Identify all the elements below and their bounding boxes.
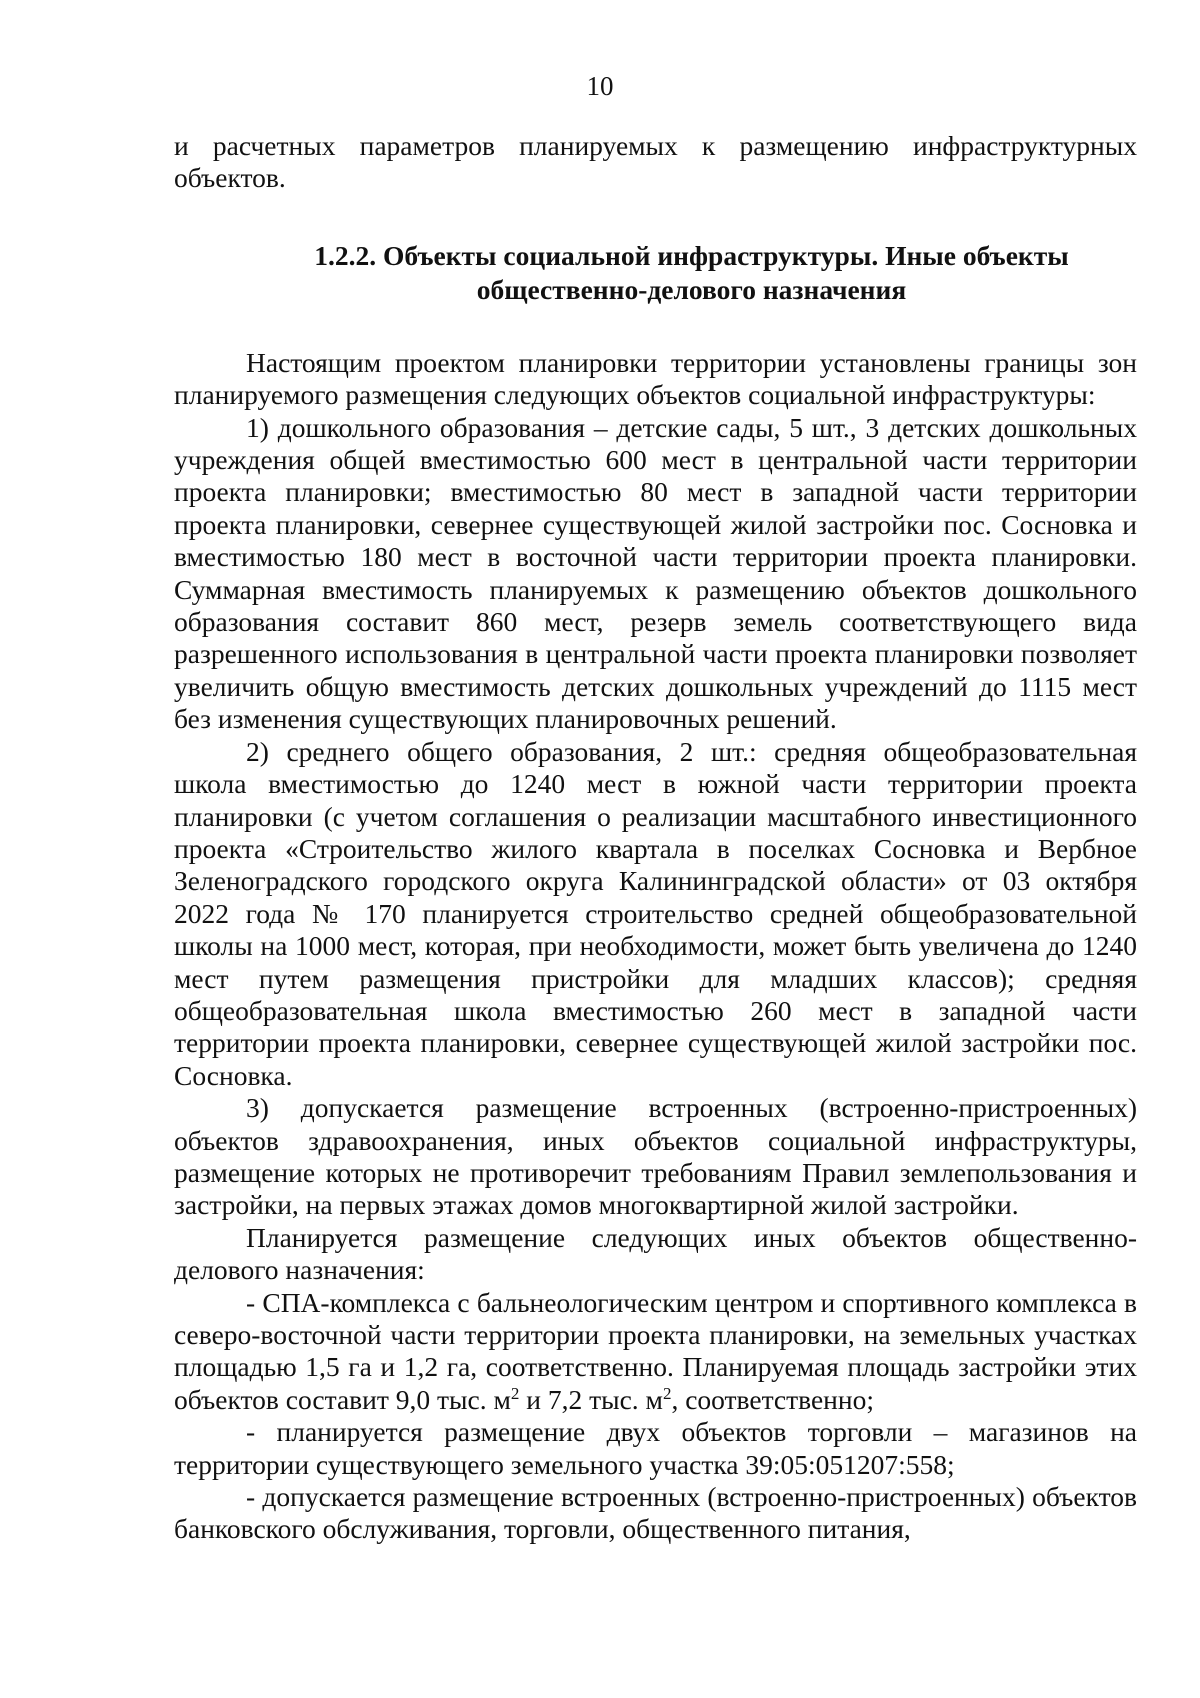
- paragraph-trade-objects: - планируется размещение двух объектов торговли – магазинов на территории существующего земельного участка 39:05:051207:558;: [174, 1416, 1137, 1480]
- spa-text-1: - СПА-комплекса с бальнеологическим центром и спортивного комплекса в северо-восточной части территории проекта планировки, на земельных участках площадью 1,5 га и 1,2 га, соответственно. Планируемая площадь застройки этих объектов составит 9,0 тыс. м: [174, 1286, 1137, 1415]
- intro-continuation: и расчетных параметров планируемых к размещению инфраструктурных объектов.: [174, 130, 1137, 194]
- document-body: [174, 130, 1137, 1546]
- superscript-squared-1: 2: [510, 1383, 520, 1403]
- paragraph-business-objects: Планируется размещение следующих иных объектов общественно-делового назначения:: [174, 1221, 1137, 1286]
- paragraph-boundaries: Настоящим проектом планировки территории установлены границы зон планируемого размещения следующих объектов социальной инфраструктуры:: [174, 346, 1137, 411]
- section-heading-line-1: 1.2.2. Объекты социальной инфраструктуры. Иные объекты: [314, 239, 1069, 271]
- paragraph-schools: 2) среднего общего образования, 2 шт.: средняя общеобразовательная школа вместимостью до 1240 мест в южной части территории проекта планировки (с учетом соглашения о реализации масштабного инвестиционного проекта «Строительство жилого квартала в поселках Сосновка и Вербное Зеленоградского городского округа Калининградской области» от 03 октября 2022 года № 170 планируется строительство средней общеобразовательной школы на 1000 мест, которая, при необходимости, может быть увеличена до 1240 мест путем размещения пристройки для младших классов); средняя общеобразовательная школа вместимостью 260 мест в западной части территории проекта планировки, севернее существующей жилой застройки пос. Сосновка.: [174, 735, 1137, 1091]
- paragraph-spa-complex: [174, 1287, 1137, 1417]
- page-number: 10: [586, 71, 614, 101]
- paragraph-banking-objects: - допускается размещение встроенных (встроенно-пристроенных) объектов банковского обслуживания, торговли, общественного питания,: [174, 1481, 1137, 1545]
- superscript-squared-2: 2: [662, 1383, 672, 1403]
- paragraph-preschool: 1) дошкольного образования – детские сады, 5 шт., 3 детских дошкольных учреждения общей вместимостью 600 мест в центральной части территории проекта планировки; вместимостью 80 мест в западной части территории проекта планировки, севернее существующей жилой застройки пос. Сосновка и вместимостью 180 мест в восточной части территории проекта планировки. Суммарная вместимость планируемых к размещению объектов дошкольного образования составит 860 мест, резерв земель соответствующего вида разрешенного использования в центральной части проекта планировки позволяет увеличить общую вместимость детских дошкольных учреждений до 1115 мест без изменения существующих планировочных решений.: [174, 411, 1137, 735]
- spa-text-3: , соответственно;: [671, 1383, 875, 1415]
- section-heading: [174, 239, 1137, 307]
- section-heading-line-2: общественно-делового назначения: [476, 273, 907, 305]
- spa-text-2: и 7,2 тыс. м: [519, 1383, 663, 1415]
- paragraph-healthcare: 3) допускается размещение встроенных (встроенно-пристроенных) объектов здравоохранения, иных объектов социальной инфраструктуры, размещение которых не противоречит требованиям Правил землепользования и застройки, на первых этажах домов многоквартирной жилой застройки.: [174, 1092, 1137, 1221]
